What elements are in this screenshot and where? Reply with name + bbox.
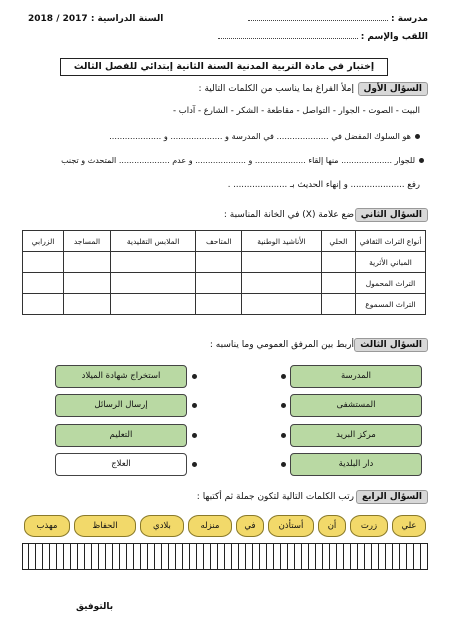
service-box[interactable]: التعليم — [55, 424, 187, 447]
service-box[interactable]: إرسال الرسائل — [55, 394, 187, 417]
q4-instruction: رتب الكلمات التالية لتكون جملة ثم أكتبها : — [196, 492, 354, 502]
bullet-icon — [415, 134, 420, 139]
word-card[interactable]: في — [236, 515, 264, 537]
word-card[interactable]: الحفاظ — [74, 515, 136, 537]
facility-box[interactable]: دار البلدية — [290, 453, 422, 476]
connector-dot[interactable] — [192, 462, 197, 467]
heritage-table — [22, 230, 426, 315]
facility-box[interactable]: المستشفى — [290, 394, 422, 417]
school-year: السنة الدراسية : 2017 / 2018 — [28, 14, 164, 24]
table-cell[interactable] — [110, 252, 196, 273]
service-box[interactable]: استخراج شهادة الميلاد — [55, 365, 187, 388]
q4-label: السؤال الرابع — [356, 490, 428, 504]
facility-box[interactable]: المدرسة — [290, 365, 422, 388]
table-cell[interactable] — [196, 252, 242, 273]
table-row-label: التراث المحمول — [356, 273, 426, 294]
table-row — [23, 273, 426, 294]
connector-dot[interactable] — [192, 403, 197, 408]
connector-dot[interactable] — [281, 462, 286, 467]
q1-sentence-1: هو السلوك المفضل في .................... في المدرسة و .................... و .................... — [109, 131, 420, 141]
connector-dot[interactable] — [281, 403, 286, 408]
q2-label: السؤال الثاني — [355, 208, 428, 222]
table-row-label: التراث المسموع — [356, 294, 426, 315]
table-row — [23, 294, 426, 315]
table-header-cell: الملابس التقليدية — [110, 231, 196, 252]
q1-label: السؤال الأول — [358, 82, 428, 96]
table-header-cell: الزرابي — [23, 231, 64, 252]
table-cell[interactable] — [321, 294, 355, 315]
name-label: اللقب والإسم : — [218, 32, 428, 42]
connector-dot[interactable] — [281, 433, 286, 438]
connector-dot[interactable] — [281, 374, 286, 379]
service-box[interactable]: العلاج — [55, 453, 187, 476]
table-cell[interactable] — [23, 252, 64, 273]
table-cell[interactable] — [321, 252, 355, 273]
table-cell[interactable] — [64, 252, 111, 273]
table-cell[interactable] — [110, 273, 196, 294]
table-cell[interactable] — [64, 273, 111, 294]
q1-instruction: إملأ الفراغ بما يناسب من الكلمات التالية : — [198, 84, 354, 94]
table-cell[interactable] — [242, 294, 322, 315]
table-row — [23, 252, 426, 273]
q1-word-bank: البيت - الصوت - الجوار - التواصل - مقاطعة - الشكر - الشارع - آداب - — [172, 106, 420, 116]
table-cell[interactable] — [64, 294, 111, 315]
table-header-cell: المساجد — [64, 231, 111, 252]
table-header-cell: الأناشيد الوطنية — [242, 231, 322, 252]
word-card[interactable]: منزله — [188, 515, 232, 537]
connector-dot[interactable] — [192, 374, 197, 379]
q3-instruction: أربط بين المرفق العمومي وما يناسبه : — [209, 340, 354, 350]
table-cell[interactable] — [242, 273, 322, 294]
school-label: مدرسة : — [248, 14, 428, 24]
table-cell[interactable] — [196, 273, 242, 294]
table-cell[interactable] — [110, 294, 196, 315]
table-row-label: المباني الأثرية — [356, 252, 426, 273]
word-card[interactable]: زرت — [350, 515, 388, 537]
word-card[interactable]: مهذب — [24, 515, 70, 537]
table-cell[interactable] — [23, 294, 64, 315]
word-card[interactable]: علي — [392, 515, 426, 537]
answer-writing-area[interactable] — [22, 543, 428, 570]
bullet-icon — [419, 158, 424, 163]
facility-box[interactable]: مركز البريد — [290, 424, 422, 447]
table-header-cell: الحلي — [321, 231, 355, 252]
table-cell[interactable] — [321, 273, 355, 294]
table-header-cell: المتاحف — [196, 231, 242, 252]
table-header-cell: أنواع التراث الثقافي — [356, 231, 426, 252]
word-card[interactable]: بلادي — [140, 515, 184, 537]
table-cell[interactable] — [196, 294, 242, 315]
q3-label: السؤال الثالث — [354, 338, 428, 352]
q2-instruction: ضع علامة (X) في الخانة المناسبة : — [223, 210, 354, 220]
table-cell[interactable] — [242, 252, 322, 273]
table-header-row — [23, 231, 426, 252]
q1-sentence-3: رفع .................... و إنهاء الحديث بـ .................... . — [227, 180, 420, 190]
exam-title: إختبار في مادة التربية المدنية السنة الثانية إبتدائي للفصل الثالث — [60, 58, 388, 76]
table-cell[interactable] — [23, 273, 64, 294]
q1-sentence-2: للجوار .................... منها إلقاء .................... و .................... و عدم .................... المتحدث و تجنب — [61, 156, 424, 165]
word-card[interactable]: أستأذن — [268, 515, 314, 537]
connector-dot[interactable] — [192, 433, 197, 438]
closing-text: بالتوفيق — [76, 602, 114, 612]
word-card[interactable]: أن — [318, 515, 346, 537]
